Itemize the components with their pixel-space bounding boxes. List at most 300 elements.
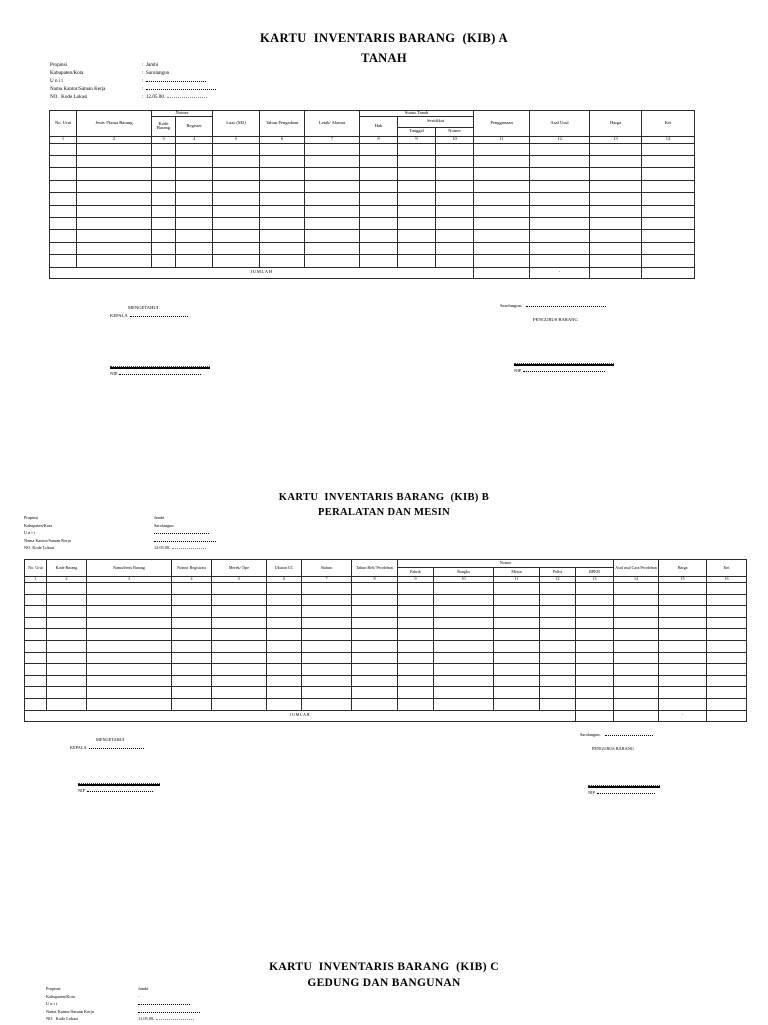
table-cell[interactable] [212,629,267,641]
table-cell[interactable] [398,193,436,205]
table-cell[interactable] [260,205,305,217]
table-cell[interactable] [642,218,695,230]
table-cell[interactable] [434,698,494,710]
table-cell[interactable] [50,255,77,267]
table-cell[interactable] [305,156,360,168]
table-cell[interactable] [360,156,398,168]
table-cell[interactable] [172,583,212,595]
table-cell[interactable] [47,594,87,606]
table-cell[interactable] [659,698,707,710]
table-cell[interactable] [540,675,576,687]
table-cell[interactable] [474,180,530,192]
table-cell[interactable] [25,617,47,629]
table-cell[interactable] [172,664,212,676]
table-cell[interactable] [212,606,267,618]
table-cell[interactable] [172,687,212,699]
table-cell[interactable] [707,675,747,687]
table-cell[interactable] [707,664,747,676]
table-cell[interactable] [305,143,360,155]
table-cell[interactable] [212,583,267,595]
table-cell[interactable] [176,143,213,155]
table-cell[interactable] [398,664,434,676]
table-cell[interactable] [25,583,47,595]
table-row[interactable] [50,230,695,242]
table-cell[interactable] [659,675,707,687]
table-cell[interactable] [77,218,152,230]
table-cell[interactable] [47,617,87,629]
table-cell[interactable] [494,664,540,676]
table-cell[interactable] [25,687,47,699]
table-cell[interactable] [176,180,213,192]
table-cell[interactable] [152,193,176,205]
table-cell[interactable] [398,255,436,267]
table-cell[interactable] [540,698,576,710]
table-cell[interactable] [707,652,747,664]
table-cell[interactable] [436,230,474,242]
table-cell[interactable] [47,629,87,641]
table-cell[interactable] [590,168,642,180]
table-cell[interactable] [590,180,642,192]
table-cell[interactable] [47,687,87,699]
fill-in-line[interactable] [138,1002,190,1005]
table-cell[interactable] [530,168,590,180]
table-cell[interactable] [25,594,47,606]
table-cell[interactable] [212,698,267,710]
table-cell[interactable] [398,583,434,595]
table-cell[interactable] [474,156,530,168]
table-cell[interactable] [302,652,352,664]
table-cell[interactable] [260,193,305,205]
table-cell[interactable] [213,168,260,180]
table-cell[interactable] [305,242,360,254]
table-cell[interactable] [642,205,695,217]
table-cell[interactable] [352,652,398,664]
fill-in-line[interactable] [523,370,605,373]
table-cell[interactable] [642,180,695,192]
table-cell[interactable] [576,687,614,699]
table-cell[interactable] [77,180,152,192]
table-cell[interactable] [87,652,172,664]
table-cell[interactable] [614,687,659,699]
table-cell[interactable] [434,583,494,595]
table-cell[interactable] [87,675,172,687]
table-cell[interactable] [436,143,474,155]
fill-in-line[interactable] [526,304,606,307]
table-cell[interactable] [152,143,176,155]
table-cell[interactable] [398,652,434,664]
table-cell[interactable] [398,606,434,618]
table-cell[interactable] [50,180,77,192]
table-cell[interactable] [576,629,614,641]
table-cell[interactable] [176,255,213,267]
table-cell[interactable] [540,594,576,606]
table-row[interactable] [50,143,695,155]
table-cell[interactable] [213,205,260,217]
table-cell[interactable] [398,687,434,699]
table-cell[interactable] [213,143,260,155]
table-row[interactable] [25,698,747,710]
table-cell[interactable] [436,255,474,267]
table-cell[interactable] [47,698,87,710]
table-cell[interactable] [642,168,695,180]
table-cell[interactable] [25,664,47,676]
table-cell[interactable] [302,594,352,606]
table-cell[interactable] [212,664,267,676]
table-cell[interactable] [590,193,642,205]
table-cell[interactable] [267,583,302,595]
table-cell[interactable] [540,583,576,595]
table-cell[interactable] [87,640,172,652]
table-cell[interactable] [305,180,360,192]
table-cell[interactable] [434,675,494,687]
table-cell[interactable] [398,180,436,192]
table-cell[interactable] [213,193,260,205]
table-cell[interactable] [213,255,260,267]
table-cell[interactable] [494,629,540,641]
table-cell[interactable] [434,687,494,699]
table-cell[interactable] [576,664,614,676]
table-cell[interactable] [530,218,590,230]
table-cell[interactable] [398,617,434,629]
table-cell[interactable] [87,629,172,641]
table-cell[interactable] [213,180,260,192]
table-cell[interactable] [176,218,213,230]
table-row[interactable] [25,617,747,629]
table-cell[interactable] [50,156,77,168]
table-cell[interactable] [212,687,267,699]
table-cell[interactable] [302,698,352,710]
table-cell[interactable] [360,218,398,230]
table-cell[interactable] [176,230,213,242]
table-cell[interactable] [260,156,305,168]
table-cell[interactable] [302,640,352,652]
table-cell[interactable] [267,594,302,606]
table-row[interactable] [25,652,747,664]
table-cell[interactable] [152,168,176,180]
table-cell[interactable] [434,594,494,606]
table-cell[interactable] [352,698,398,710]
table-cell[interactable] [398,218,436,230]
table-cell[interactable] [77,156,152,168]
fill-in-line[interactable] [167,95,207,98]
table-cell[interactable] [474,143,530,155]
table-cell[interactable] [398,698,434,710]
table-cell[interactable] [434,652,494,664]
table-cell[interactable] [707,583,747,595]
table-cell[interactable] [659,664,707,676]
table-cell[interactable] [302,687,352,699]
table-cell[interactable] [642,193,695,205]
table-cell[interactable] [176,168,213,180]
table-cell[interactable] [360,255,398,267]
table-cell[interactable] [494,675,540,687]
table-cell[interactable] [436,156,474,168]
table-cell[interactable] [212,640,267,652]
table-cell[interactable] [260,218,305,230]
table-cell[interactable] [50,205,77,217]
table-cell[interactable] [25,675,47,687]
table-cell[interactable] [176,242,213,254]
table-cell[interactable] [77,143,152,155]
table-row[interactable] [25,629,747,641]
table-cell[interactable] [434,664,494,676]
table-cell[interactable] [260,180,305,192]
table-cell[interactable] [260,168,305,180]
table-cell[interactable] [87,687,172,699]
table-cell[interactable] [540,606,576,618]
fill-in-line[interactable] [146,87,216,90]
table-row[interactable] [50,156,695,168]
table-cell[interactable] [305,218,360,230]
table-cell[interactable] [47,652,87,664]
table-cell[interactable] [436,218,474,230]
table-cell[interactable] [360,230,398,242]
table-cell[interactable] [614,583,659,595]
table-row[interactable] [25,594,747,606]
table-cell[interactable] [494,652,540,664]
table-row[interactable] [50,255,695,267]
table-cell[interactable] [305,168,360,180]
table-row[interactable] [50,218,695,230]
table-cell[interactable] [530,180,590,192]
table-cell[interactable] [302,675,352,687]
table-cell[interactable] [47,606,87,618]
table-cell[interactable] [213,242,260,254]
table-row[interactable] [25,675,747,687]
table-cell[interactable] [614,629,659,641]
table-cell[interactable] [707,629,747,641]
table-cell[interactable] [590,218,642,230]
table-cell[interactable] [590,230,642,242]
table-cell[interactable] [152,218,176,230]
table-cell[interactable] [494,617,540,629]
table-cell[interactable] [50,218,77,230]
table-cell[interactable] [47,675,87,687]
table-cell[interactable] [305,255,360,267]
table-cell[interactable] [474,193,530,205]
table-cell[interactable] [305,230,360,242]
table-cell[interactable] [540,664,576,676]
fill-in-line[interactable] [89,746,144,749]
table-cell[interactable] [576,606,614,618]
table-cell[interactable] [302,617,352,629]
fill-in-line[interactable] [605,733,653,736]
table-cell[interactable] [436,205,474,217]
table-cell[interactable] [707,594,747,606]
table-cell[interactable] [152,156,176,168]
table-cell[interactable] [360,242,398,254]
table-cell[interactable] [87,698,172,710]
table-cell[interactable] [659,652,707,664]
table-row[interactable] [25,606,747,618]
table-cell[interactable] [25,698,47,710]
table-cell[interactable] [267,606,302,618]
table-cell[interactable] [659,594,707,606]
fill-in-line[interactable] [154,539,216,542]
table-cell[interactable] [494,698,540,710]
table-cell[interactable] [352,583,398,595]
table-cell[interactable] [614,606,659,618]
table-cell[interactable] [530,193,590,205]
table-cell[interactable] [302,629,352,641]
table-cell[interactable] [494,687,540,699]
table-cell[interactable] [590,205,642,217]
table-cell[interactable] [642,230,695,242]
table-cell[interactable] [352,617,398,629]
fill-in-line[interactable] [119,373,201,376]
table-cell[interactable] [494,583,540,595]
table-cell[interactable] [540,629,576,641]
fill-in-line[interactable] [138,1010,200,1013]
table-cell[interactable] [474,242,530,254]
table-cell[interactable] [77,242,152,254]
table-cell[interactable] [87,594,172,606]
table-cell[interactable] [614,664,659,676]
fill-in-line[interactable] [156,1017,194,1020]
table-cell[interactable] [352,664,398,676]
table-cell[interactable] [212,594,267,606]
table-cell[interactable] [434,640,494,652]
table-cell[interactable] [302,664,352,676]
table-cell[interactable] [642,242,695,254]
table-cell[interactable] [540,640,576,652]
table-cell[interactable] [576,617,614,629]
table-cell[interactable] [176,205,213,217]
table-cell[interactable] [707,698,747,710]
table-cell[interactable] [267,652,302,664]
table-cell[interactable] [260,255,305,267]
table-cell[interactable] [213,218,260,230]
table-cell[interactable] [434,617,494,629]
table-cell[interactable] [305,193,360,205]
table-cell[interactable] [87,664,172,676]
table-cell[interactable] [305,205,360,217]
table-cell[interactable] [530,205,590,217]
table-cell[interactable] [50,193,77,205]
table-cell[interactable] [87,617,172,629]
table-cell[interactable] [77,230,152,242]
table-cell[interactable] [707,640,747,652]
table-cell[interactable] [352,606,398,618]
table-cell[interactable] [260,230,305,242]
table-cell[interactable] [530,255,590,267]
table-cell[interactable] [152,180,176,192]
table-cell[interactable] [77,255,152,267]
table-cell[interactable] [213,156,260,168]
table-cell[interactable] [436,193,474,205]
table-cell[interactable] [352,640,398,652]
table-cell[interactable] [398,675,434,687]
table-cell[interactable] [47,664,87,676]
table-cell[interactable] [614,640,659,652]
fill-in-line[interactable] [130,314,188,317]
table-cell[interactable] [267,640,302,652]
table-cell[interactable] [302,583,352,595]
table-row[interactable] [25,664,747,676]
table-row[interactable] [50,242,695,254]
table-cell[interactable] [352,687,398,699]
table-row[interactable] [25,687,747,699]
table-cell[interactable] [360,193,398,205]
table-cell[interactable] [267,629,302,641]
table-row[interactable] [50,168,695,180]
table-cell[interactable] [172,617,212,629]
table-cell[interactable] [474,230,530,242]
table-cell[interactable] [152,255,176,267]
table-cell[interactable] [260,143,305,155]
table-cell[interactable] [267,617,302,629]
table-cell[interactable] [614,675,659,687]
table-cell[interactable] [434,606,494,618]
fill-in-line[interactable] [154,531,209,534]
table-cell[interactable] [530,230,590,242]
table-cell[interactable] [152,230,176,242]
table-cell[interactable] [659,640,707,652]
table-cell[interactable] [212,617,267,629]
table-cell[interactable] [213,230,260,242]
table-cell[interactable] [25,629,47,641]
table-cell[interactable] [614,617,659,629]
table-cell[interactable] [659,606,707,618]
table-cell[interactable] [302,606,352,618]
table-cell[interactable] [47,640,87,652]
table-cell[interactable] [659,687,707,699]
table-cell[interactable] [707,617,747,629]
table-cell[interactable] [642,143,695,155]
table-row[interactable] [50,180,695,192]
table-cell[interactable] [474,255,530,267]
fill-in-line[interactable] [597,791,655,794]
table-cell[interactable] [576,594,614,606]
table-cell[interactable] [152,205,176,217]
table-cell[interactable] [25,652,47,664]
table-cell[interactable] [576,652,614,664]
table-cell[interactable] [77,168,152,180]
fill-in-line[interactable] [87,789,153,792]
table-cell[interactable] [47,583,87,595]
table-cell[interactable] [590,242,642,254]
fill-in-line[interactable] [172,546,206,549]
table-cell[interactable] [659,617,707,629]
table-row[interactable] [25,583,747,595]
table-cell[interactable] [398,230,436,242]
table-cell[interactable] [576,640,614,652]
table-cell[interactable] [434,629,494,641]
table-cell[interactable] [474,205,530,217]
table-cell[interactable] [436,168,474,180]
table-cell[interactable] [540,687,576,699]
table-cell[interactable] [267,698,302,710]
table-cell[interactable] [360,180,398,192]
table-cell[interactable] [172,606,212,618]
table-cell[interactable] [260,242,305,254]
table-cell[interactable] [659,583,707,595]
table-cell[interactable] [398,640,434,652]
table-cell[interactable] [360,205,398,217]
table-cell[interactable] [172,675,212,687]
table-cell[interactable] [172,652,212,664]
table-cell[interactable] [172,594,212,606]
table-cell[interactable] [474,218,530,230]
table-cell[interactable] [77,205,152,217]
table-cell[interactable] [50,230,77,242]
table-cell[interactable] [25,640,47,652]
table-cell[interactable] [172,629,212,641]
table-cell[interactable] [25,606,47,618]
table-cell[interactable] [398,242,436,254]
fill-in-line[interactable] [146,79,206,82]
table-cell[interactable] [707,687,747,699]
